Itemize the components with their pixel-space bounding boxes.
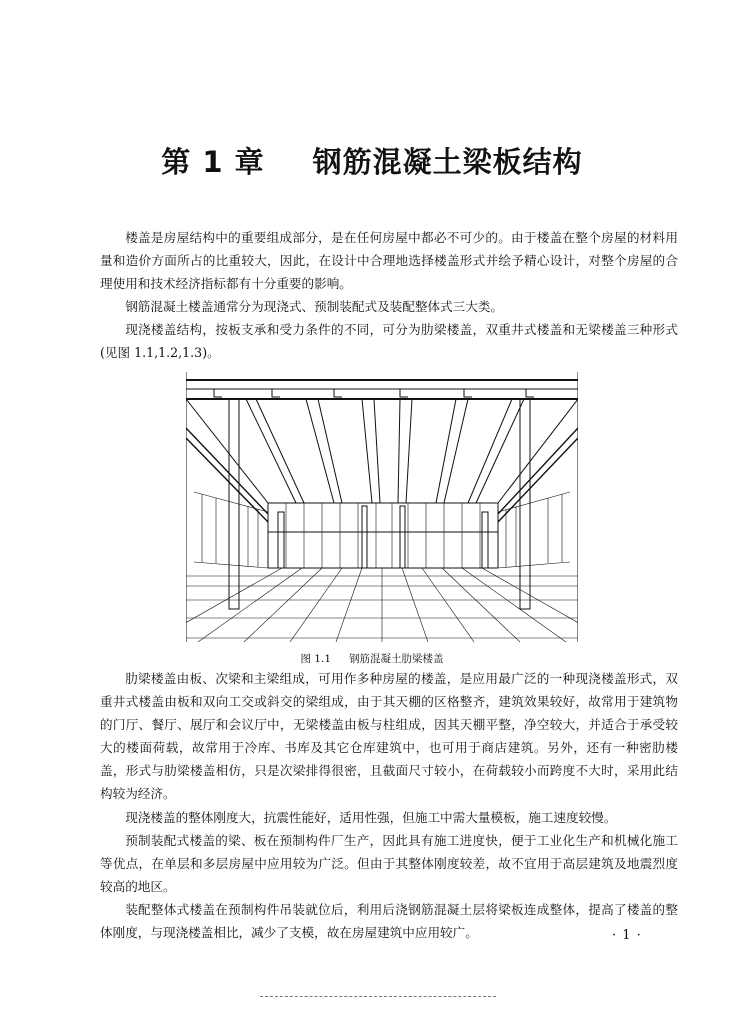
figure-caption-text: 钢筋混凝土肋梁楼盖 [349,653,444,665]
paragraph-cast-in-place-types: 现浇楼盖结构，按板支承和受力条件的不同，可分为肋梁楼盖，双重井式楼盖和无梁楼盖三种形式(见图 1.1,1.2,1.3)。 [100,322,678,360]
scan-artifact-line [260,996,496,998]
paragraph-classification: 钢筋混凝土楼盖通常分为现浇式、预制装配式及装配整体式三大类。 [125,299,503,314]
page-number: · 1 · [612,928,642,943]
chapter-number: 第 1 章 [161,145,265,179]
ribbed-floor-illustration [186,372,578,642]
paragraph-cast-in-place-properties: 现浇楼盖的整体刚度大，抗震性能好，适用性强，但施工中需大量模板，施工速度较慢。 [125,810,617,825]
paragraph-ribbed-floor: 肋梁楼盖由板、次梁和主梁组成，可用作多种房屋的楼盖，是应用最广泛的一种现浇楼盖形式，双重井式楼盖由板和双向工交或斜交的梁组成，由于其天棚的区格整齐，建筑效果较好，故常用于建筑物的门厅、餐厅、展厅和会议厅中，无梁楼盖由板与柱组成，因其天棚平整，净空较大，并适合于承受较大的楼面荷载，故常用于冷库、书库及其它仓库建筑中，也可用于商店建筑。另外，还有一种密肋楼盖，形式与肋梁楼盖相仿，只是次梁排得很密，且截面尺寸较小，在荷载较小而跨度不大时，采用此结构较为经济。 [100,671,678,801]
figure-caption [0,651,744,666]
chapter-title [0,140,744,181]
paragraph-intro: 楼盖是房屋结构中的重要组成部分，是在任何房屋中都必不可少的。由于楼盖在整个房屋的材料用量和造价方面所占的比重较大，因此，在设计中合理地选择楼盖形式并绘予精心设计，对整个房屋的合理使用和技术经济指标都有十分重要的影响。 [100,230,678,291]
chapter-name: 钢筋混凝土梁板结构 [312,145,583,179]
paragraph-precast: 预制装配式楼盖的梁、板在预制构件厂生产，因此具有施工进度快，便于工业化生产和机械化施工等优点，在单层和多层房屋中应用较为广泛。但由于其整体刚度较差，故不宜用于高层建筑及地震烈度较高的地区。 [100,833,678,894]
paragraph-assembled-monolithic: 装配整体式楼盖在预制构件吊装就位后，利用后浇钢筋混凝土层将梁板连成整体，提高了楼盖的整体刚度，与现浇楼盖相比，减少了支模，故在房屋建筑中应用较广。 [100,902,678,940]
figure-number: 图 1.1 [300,653,332,665]
